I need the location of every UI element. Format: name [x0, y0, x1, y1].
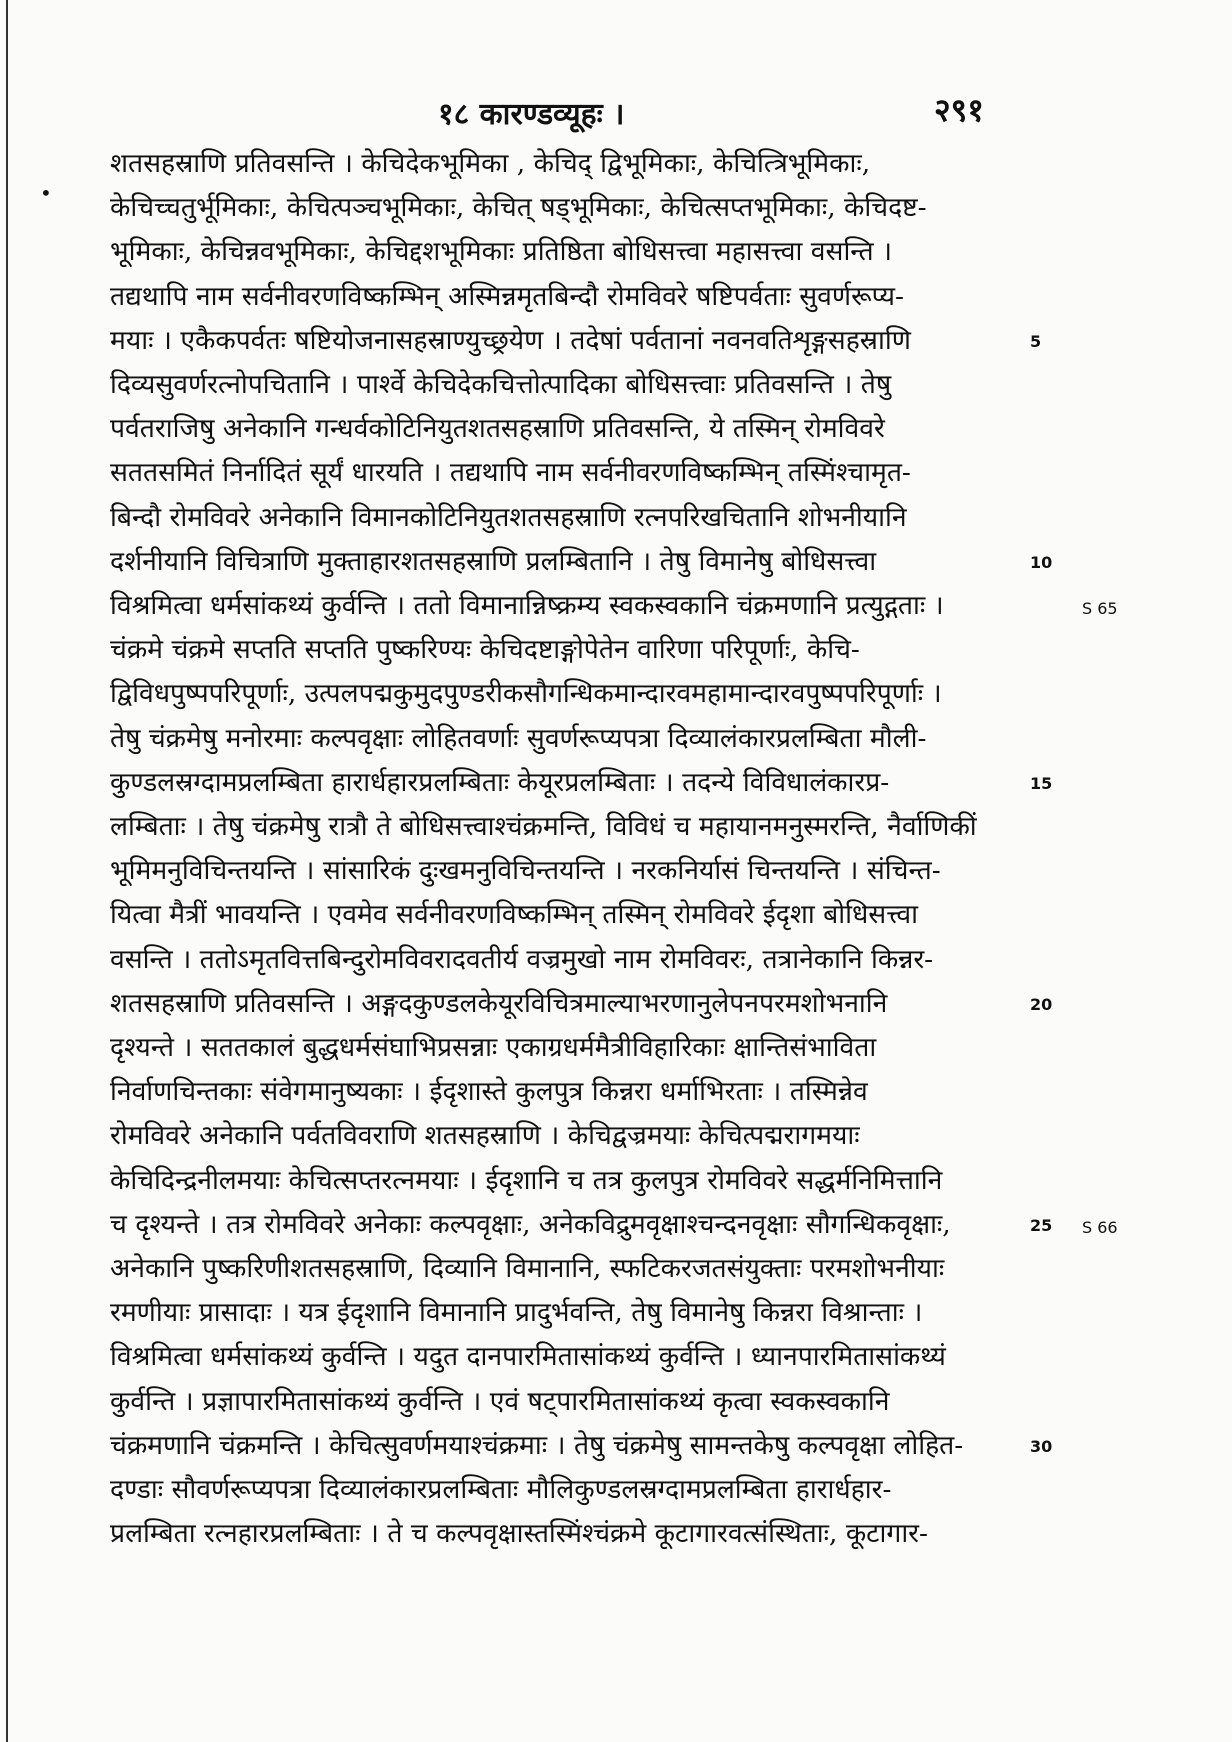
text-line: विश्रमित्वा धर्मसांकथ्यं कुर्वन्ति । ततो विमानान्निष्क्रम्य स्वकस्वकानि चंक्रमणानि प्रत्युद्गताः ।: [110, 590, 944, 621]
text-line: चंक्रमे चंक्रमे सप्तति सप्तति पुष्करिण्यः केचिदष्टाङ्गोपेतेन वारिणा परिपूर्णाः, केचि-: [110, 634, 860, 666]
text-line: यित्वा मैत्रीं भावयन्ति । एवमेव सर्वनीवरणविष्कम्भिन् तस्मिन् रोमविवरे ईदृशा बोधिसत्त्वा: [110, 899, 919, 931]
text-line: तद्यथापि नाम सर्वनीवरणविष्कम्भिन् अस्मिन्नमृतबिन्दौ रोमविवरे षष्टिपर्वताः सुवर्णरूप्य-: [110, 280, 904, 312]
line-number: 10: [1030, 552, 1053, 572]
text-line: प्रलम्बिता रत्नहारप्रलम्बिताः । ते च कल्पवृक्षास्तस्मिंश्चंक्रमे कूटागारवत्संस्थिताः, कूटागार-: [110, 1518, 928, 1550]
text-line: बिन्दौ रोमविवरे अनेकानि विमानकोटिनियुतशतसहस्राणि रत्नपरिखचितानि शोभनीयानि: [110, 501, 907, 533]
text-line: शतसहस्राणि प्रतिवसन्ति । अङ्गदकुण्डलकेयूरविचित्रमाल्याभरणानुलेपनपरमशोभनानि: [110, 987, 888, 1019]
text-line: मयाः । एकैकपर्वतः षष्टियोजनासहस्राण्युच्छ्रयेण । तदेषां पर्वतानां नवनवतिशृङ्गसहस्राणि: [110, 324, 911, 356]
text-line: रमणीयाः प्रासादाः । यत्र ईदृशानि विमानानि प्रादुर्भवन्ति, तेषु विमानेषु किन्नरा विश्रान्ताः ।: [110, 1297, 923, 1329]
text-line: भूमिमनुविचिन्तयन्ति । सांसारिकं दुःखमनुविचिन्तयन्ति । नरकनिर्यासं चिन्तयन्ति । संचिन्त-: [110, 855, 941, 887]
text-line: भूमिकाः, केचिन्नवभूमिकाः, केचिद्दशभूमिकाः प्रतिष्ठिता बोधिसत्त्वा महासत्त्वा वसन्ति ।: [110, 236, 893, 268]
text-line: वसन्ति । ततोऽमृतवित्तबिन्दुरोमविवरादवतीर्य वज्रमुखो नाम रोमविवरः, तत्रानेकानि किन्नर-: [110, 943, 934, 975]
line-number: 15: [1030, 773, 1053, 793]
text-line: विश्रमित्वा धर्मसांकथ्यं कुर्वन्ति । यदुत दानपारमितासांकथ्यं कुर्वन्ति । ध्यानपारमितासांकथ्यं: [110, 1341, 946, 1373]
text-line: सततसमितं निर्नादितं सूर्यं धारयति । तद्यथापि नाम सर्वनीवरणविष्कम्भिन् तस्मिंश्चामृत-: [110, 457, 911, 489]
text-line: केचिच्चतुर्भूमिकाः, केचित्पञ्चभूमिकाः, केचित् षड्भूमिकाः, केचित्सप्तभूमिकाः, केचिदष्ट-: [110, 192, 927, 224]
text-line: कुर्वन्ति । प्रज्ञापारमितासांकथ्यं कुर्वन्ति । एवं षट्पारमितासांकथ्यं कृत्वा स्वकस्वकानि: [110, 1385, 890, 1417]
page-edge-rule: [6, 0, 8, 1742]
line-number: 30: [1030, 1436, 1053, 1456]
text-line: अनेकानि पुष्करिणीशतसहस्राणि, दिव्यानि विमानानि, स्फटिकरजतसंयुक्ताः परमशोभनीयाः: [110, 1253, 945, 1284]
text-line: शतसहस्राणि प्रतिवसन्ति । केचिदेकभूमिका , केचिद् द्विभूमिकाः, केचित्त्रिभूमिकाः,: [110, 148, 871, 179]
text-line: पर्वतराजिषु अनेकानि गन्धर्वकोटिनियुतशतसहस्राणि प्रतिवसन्ति, ये तस्मिन् रोमविवरे: [110, 413, 885, 445]
line-number: 25: [1030, 1215, 1053, 1235]
text-line: द्विविधपुष्पपरिपूर्णाः, उत्पलपद्मकुमुदपुण्डरीकसौगन्धिकमान्दारवमहामान्दारवपुष्पपरिपूर्णाः ।: [110, 678, 942, 710]
text-line: दृश्यन्ते । सततकालं बुद्धधर्मसंघाभिप्रसन्नाः एकाग्रधर्ममैत्रीविहारिकाः क्षान्तिसंभाविता: [110, 1032, 877, 1063]
page-number: २९१: [934, 91, 984, 129]
running-header-title: १८ कारण्डव्यूहः ।: [438, 97, 625, 132]
line-number: 20: [1030, 994, 1053, 1014]
text-line: दण्डाः सौवर्णरूप्यपत्रा दिव्यालंकारप्रलम्बिताः मौलिकुण्डलस्रग्दामप्रलम्बिता हारार्धहार-: [110, 1474, 892, 1505]
margin-bullet: •: [40, 181, 52, 205]
text-line: कुण्डलस्रग्दामप्रलम्बिता हारार्धहारप्रलम्बिताः केयूरप्रलम्बिताः । तदन्ये विविधालंकारप्र-: [110, 766, 890, 798]
text-line: दर्शनीयानि विचित्राणि मुक्ताहारशतसहस्राणि प्रलम्बितानि । तेषु विमानेषु बोधिसत्त्वा: [110, 545, 877, 577]
text-line: निर्वाणचिन्तकाः संवेगमानुष्यकाः । ईदृशास्ते कुलपुत्र किन्नरा धर्माभिरताः । तस्मिन्नेव: [110, 1076, 868, 1108]
text-line: च दृश्यन्ते । तत्र रोमविवरे अनेकाः कल्पवृक्षाः, अनेकविद्रुमवृक्षाश्चन्दनवृक्षाः सौगन्धिकवृक्षाः,: [110, 1208, 951, 1240]
margin-reference: S 66: [1082, 1217, 1118, 1237]
text-line: चंक्रमणानि चंक्रमन्ति । केचित्सुवर्णमयाश्चंक्रमाः । तेषु चंक्रमेषु सामन्तकेषु कल्पवृक्षा लोहित-: [110, 1429, 964, 1461]
text-line: लम्बिताः । तेषु चंक्रमेषु रात्रौ ते बोधिसत्त्वाश्चंक्रमन्ति, विविधं च महायानमनुस्मरन्ति, नैर्वाणिकीं: [110, 811, 977, 842]
line-number: 5: [1030, 331, 1042, 351]
text-line: रोमविवरे अनेकानि पर्वतविवराणि शतसहस्राणि । केचिद्वज्रमयाः केचित्पद्मरागमयाः: [110, 1120, 860, 1152]
text-line: दिव्यसुवर्णरत्नोपचितानि । पार्श्वे केचिदेकचित्तोत्पादिका बोधिसत्त्वाः प्रतिवसन्ति । तेषु: [110, 369, 892, 400]
text-line: तेषु चंक्रमेषु मनोरमाः कल्पवृक्षाः लोहितवर्णाः सुवर्णरूप्यपत्रा दिव्यालंकारप्रलम्बिता मौली-: [110, 722, 927, 754]
text-line: केचिदिन्द्रनीलमयाः केचित्सप्तरत्नमयाः । ईदृशानि च तत्र कुलपुत्र रोमविवरे सद्धर्मनिमित्तानि: [110, 1164, 943, 1196]
margin-reference: S 65: [1082, 599, 1118, 618]
